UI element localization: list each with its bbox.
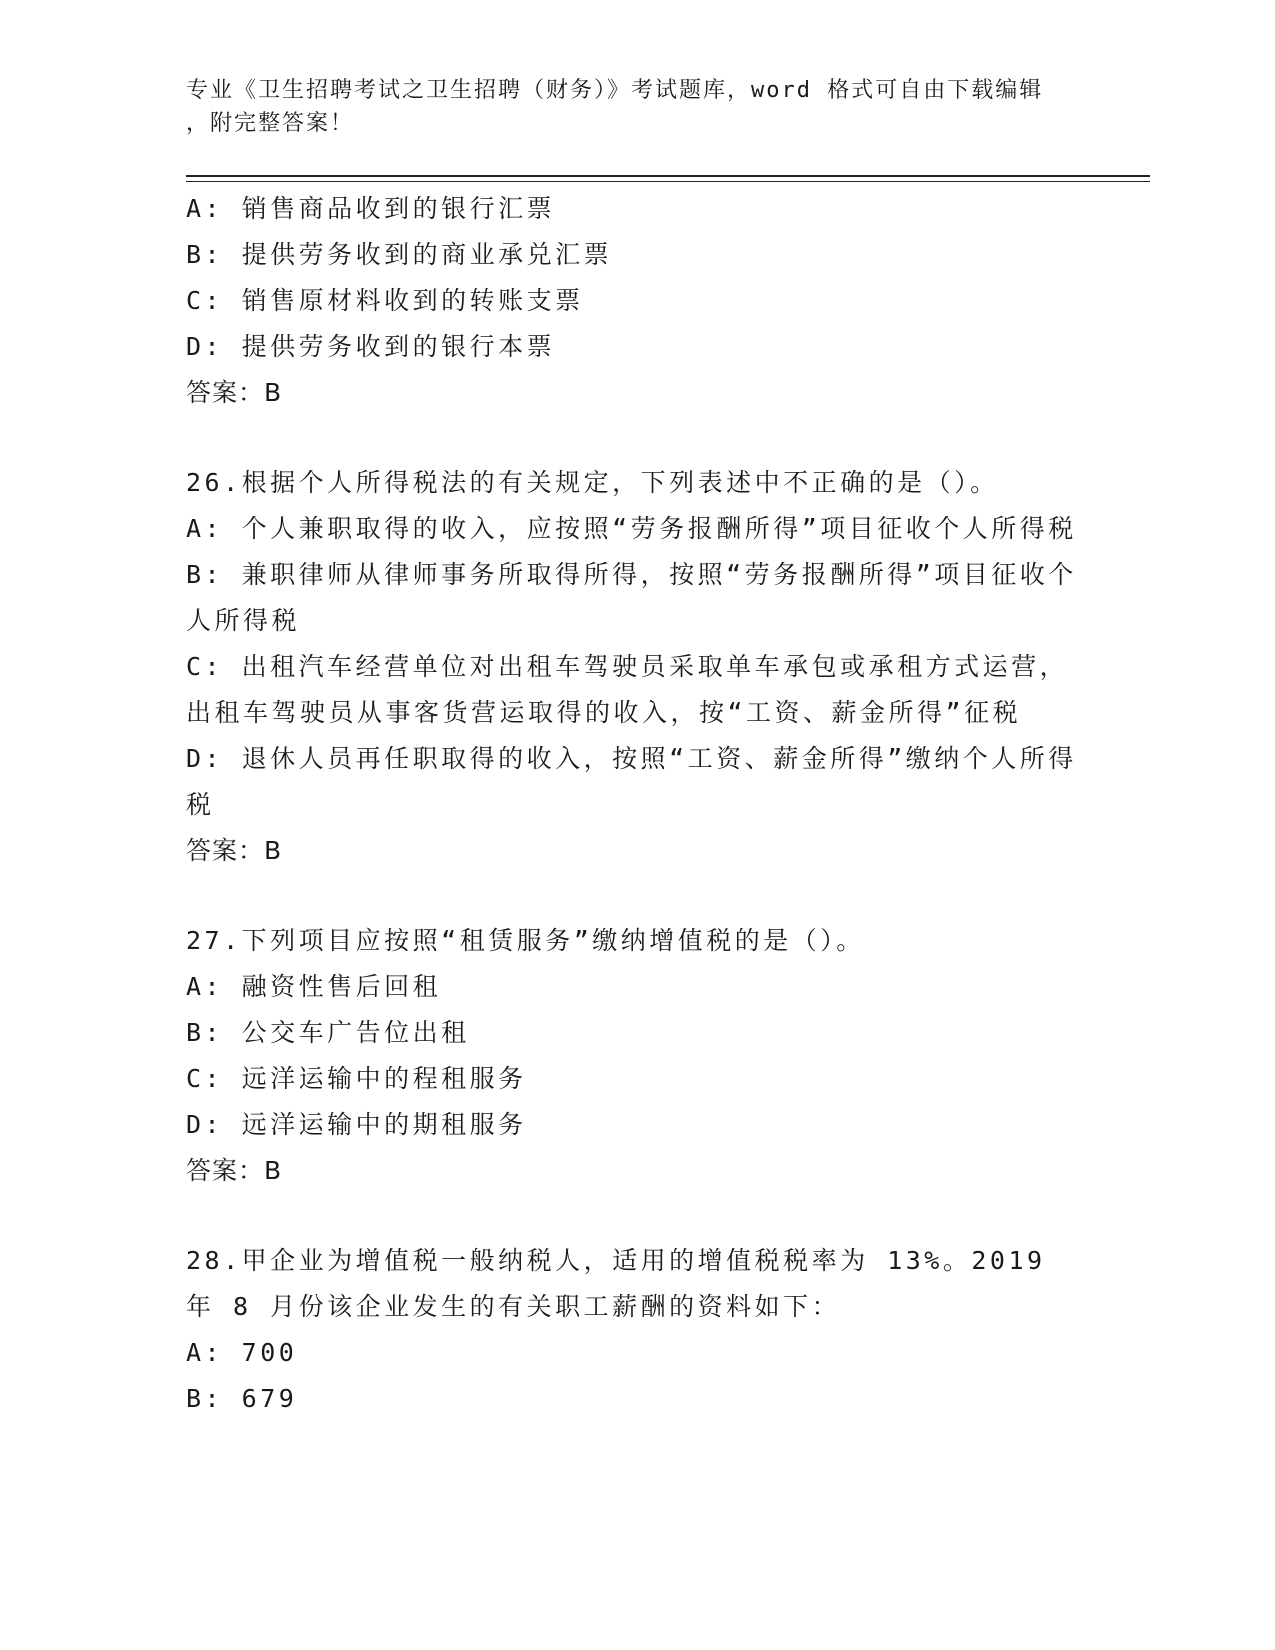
option-a: A: 700 — [186, 1338, 298, 1367]
option-b: B: 提供劳务收到的商业承兑汇票 — [186, 240, 613, 269]
document-header — [186, 74, 1066, 140]
option-c: C: 远洋运输中的程租服务 — [186, 1064, 527, 1093]
question-28 — [186, 1238, 1086, 1422]
question-25 — [186, 186, 1086, 416]
option-d: D: 远洋运输中的期租服务 — [186, 1110, 527, 1139]
answer: 答案：B — [186, 836, 283, 865]
question-27 — [186, 918, 1086, 1194]
header-line-1: 专业《卫生招聘考试之卫生招聘（财务）》考试题库，word 格式可自由下载编辑 — [186, 78, 1044, 103]
option-c: C: 销售原材料收到的转账支票 — [186, 286, 584, 315]
option-b: B: 公交车广告位出租 — [186, 1018, 470, 1047]
header-line-2: ，附完整答案！ — [186, 111, 355, 136]
option-a: A: 融资性售后回租 — [186, 972, 442, 1001]
option-b: B: 679 — [186, 1384, 298, 1413]
header-divider-thick — [186, 175, 1150, 177]
spacer — [186, 1194, 1086, 1238]
answer: 答案：B — [186, 378, 283, 407]
question-stem: 26.根据个人所得税法的有关规定，下列表述中不正确的是（）。 — [186, 468, 999, 497]
header-divider-thin — [186, 181, 1150, 182]
option-a: A: 销售商品收到的银行汇票 — [186, 194, 556, 223]
answer: 答案：B — [186, 1156, 283, 1185]
option-d: D: 退休人员再任职取得的收入，按照“工资、薪金所得”缴纳个人所得税 — [186, 744, 1077, 819]
question-list — [186, 186, 1086, 1422]
question-stem: 27.下列项目应按照“租赁服务”缴纳增值税的是（）。 — [186, 926, 865, 955]
question-stem: 28.甲企业为增值税一般纳税人，适用的增值税税率为 13%。2019 年 8 月份该企业发生的有关职工薪酬的资料如下： — [186, 1246, 1046, 1321]
option-b: B: 兼职律师从律师事务所取得所得，按照“劳务报酬所得”项目征收个人所得税 — [186, 560, 1077, 635]
option-d: D: 提供劳务收到的银行本票 — [186, 332, 556, 361]
spacer — [186, 874, 1086, 918]
spacer — [186, 416, 1086, 460]
option-c: C: 出租汽车经营单位对出租车驾驶员采取单车承包或承租方式运营，出租车驾驶员从事客货营运取得的收入，按“工资、薪金所得”征税 — [186, 652, 1069, 727]
question-26 — [186, 460, 1086, 874]
option-a: A: 个人兼职取得的收入，应按照“劳务报酬所得”项目征收个人所得税 — [186, 514, 1077, 543]
